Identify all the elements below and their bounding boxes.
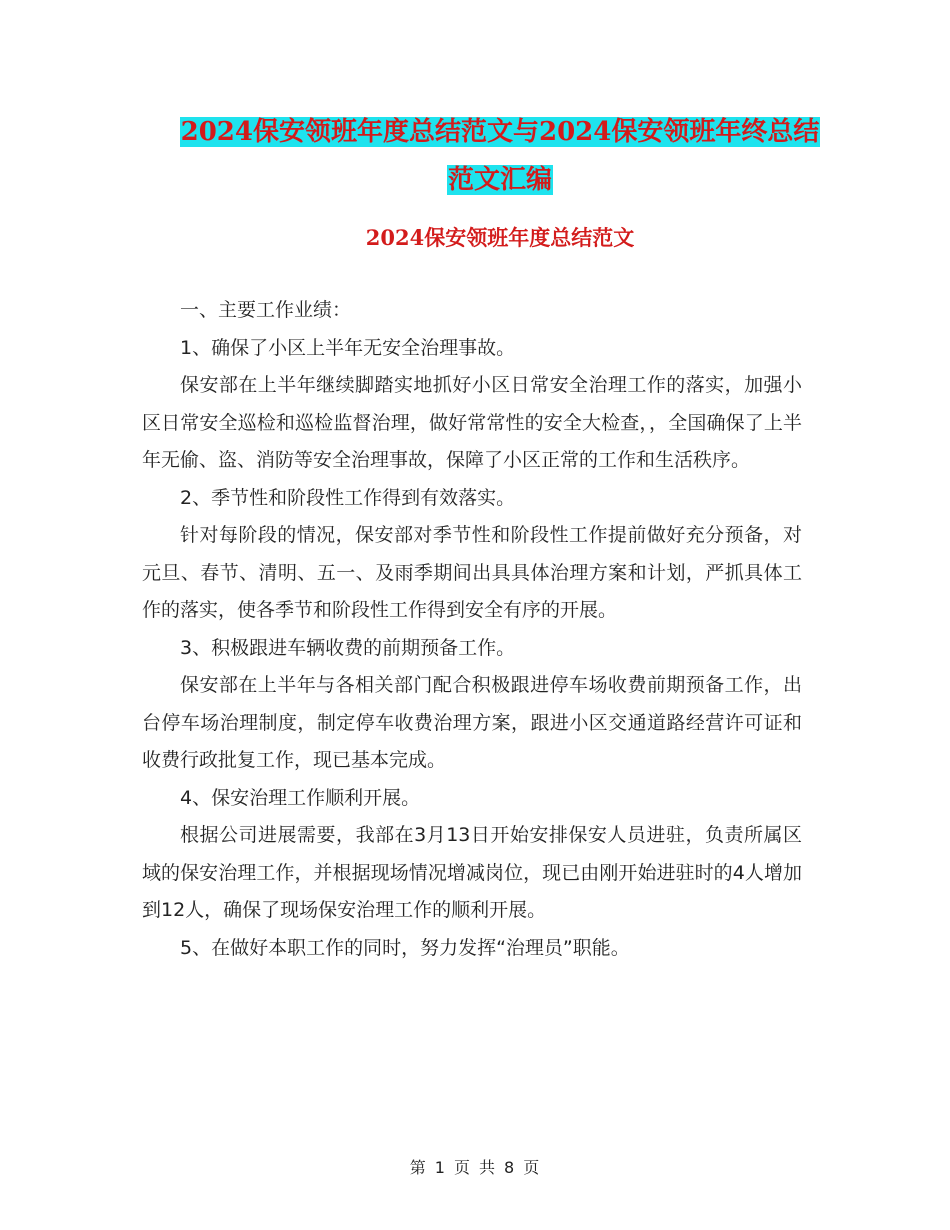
paragraph-item-3: 3、积极跟进车辆收费的前期预备工作。: [180, 636, 516, 659]
footer-prefix: 第: [409, 1158, 427, 1177]
footer-page-number: 1: [434, 1158, 446, 1177]
paragraph-item-4: 4、保安治理工作顺利开展。: [180, 786, 421, 809]
footer-suffix: 页: [523, 1158, 541, 1177]
footer-page-label: 页: [453, 1158, 471, 1177]
document-title-line2: 范文汇编: [447, 165, 552, 195]
document-body: [142, 292, 802, 967]
paragraph-item-5: 5、在做好本职工作的同时，努力发挥“治理员”职能。: [180, 936, 630, 959]
footer-total-label: 共: [479, 1158, 497, 1177]
section-title: 2024保安领班年度总结范文: [365, 225, 635, 250]
page-footer: [0, 1155, 950, 1178]
footer-total-pages: 8: [504, 1158, 516, 1177]
paragraph-body-3: 保安部在上半年与各相关部门配合积极跟进停车场收费前期预备工作，出台停车场治理制度，制定停车收费治理方案，跟进小区交通道路经营许可证和收费行政批复工作，现已基本完成。: [142, 674, 802, 771]
paragraph-heading-main-achievements: 一、主要工作业绩：: [180, 299, 352, 321]
paragraph-item-1: 1、确保了小区上半年无安全治理事故。: [180, 336, 516, 359]
paragraph-body-1: 保安部在上半年继续脚踏实地抓好小区日常安全治理工作的落实，加强小区日常安全巡检和巡检监督治理，做好常常性的安全大检查，，全国确保了上半年无偷、盗、消防等安全治理事故，保障了小区正常的工作和生活秩序。: [142, 374, 802, 471]
document-title-line1: 2024保安领班年度总结范文与2024保安领班年终总结: [180, 117, 820, 147]
paragraph-body-4: 根据公司进展需要，我部在3月13日开始安排保安人员进驻，负责所属区域的保安治理工作，并根据现场情况增减岗位，现已由刚开始进驻时的4人增加到12人，确保了现场保安治理工作的顺利开展。: [142, 824, 802, 921]
document-title: [140, 108, 860, 204]
paragraph-item-2: 2、季节性和阶段性工作得到有效落实。: [180, 486, 516, 509]
paragraph-body-2: 针对每阶段的情况，保安部对季节性和阶段性工作提前做好充分预备，对元旦、春节、清明、五一、及雨季期间出具具体治理方案和计划，严抓具体工作的落实，使各季节和阶段性工作得到安全有序的开展。: [142, 524, 802, 621]
